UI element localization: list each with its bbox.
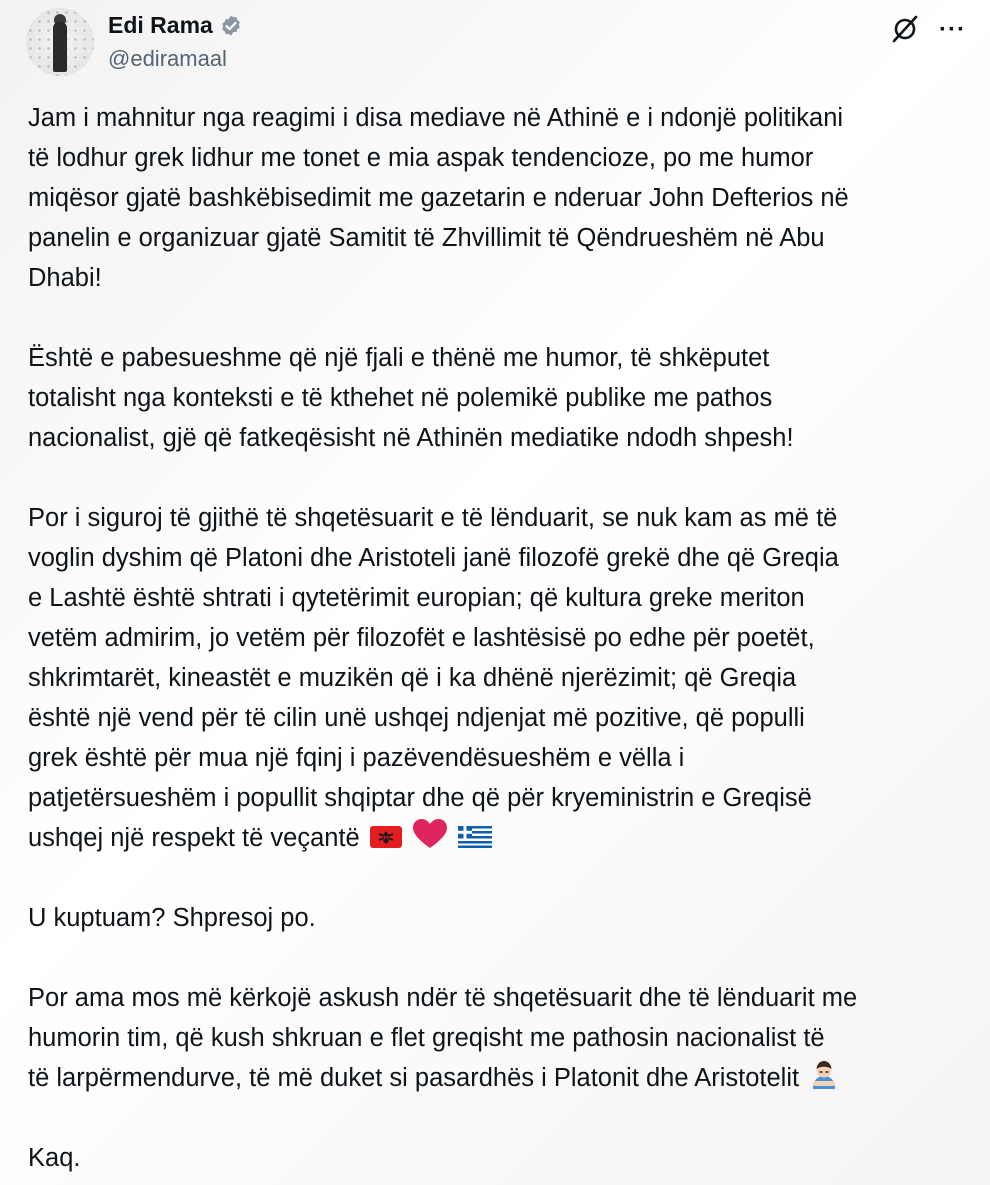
text-line: vetëm admirim, jo vetëm për filozofët e lashtësisë po edhe për poetët, — [28, 624, 815, 652]
text-line: ushqej një respekt të veçantë — [28, 824, 360, 852]
verified-badge-icon — [219, 14, 243, 38]
paragraph-2 — [28, 338, 968, 458]
man-bowing-icon — [808, 1058, 840, 1090]
text-line: të lodhur grek lidhur me tonet e mia aspak tendencioze, po me humor — [28, 144, 814, 172]
text-line: voglin dyshim që Platoni dhe Aristoteli janë filozofë grekë dhe që Greqia — [28, 544, 839, 572]
text-line: Është e pabesueshme që një fjali e thënë me humor, të shkëputet — [28, 344, 770, 372]
text-line: Kaq. — [28, 1144, 81, 1172]
text-line: Por ama mos më kërkojë askush ndër të shqetësuarit dhe të lënduarit me — [28, 984, 858, 1012]
text-line: U kuptuam? Shpresoj po. — [28, 904, 316, 932]
text-line: patjetërsueshëm i popullit shqiptar dhe që për kryeministrin e Greqisë — [28, 784, 812, 812]
paragraph-6 — [28, 1138, 968, 1178]
more-options-icon[interactable]: ··· — [939, 16, 966, 43]
post-body — [28, 98, 968, 1178]
paragraph-4 — [28, 898, 968, 938]
text-line: grek është për mua një fqinj i pazëvendësueshëm e vëlla i — [28, 744, 685, 772]
text-line: miqësor gjatë bashkëbisedimit me gazetarin e nderuar John Defterios në — [28, 184, 849, 212]
albania-flag-icon — [369, 824, 403, 850]
avatar-figure — [53, 22, 67, 72]
text-line: të larpërmendurve, të më duket si pasardhës i Platonit dhe Aristotelit — [28, 1064, 800, 1092]
text-line: e Lashtë është shtrati i qytetërimit europian; që kultura greke meriton — [28, 584, 805, 612]
author-display-name[interactable]: Edi Rama — [108, 12, 213, 38]
paragraph-3 — [28, 498, 968, 858]
text-line: është një vend për të cilin unë ushqej ndjenjat më pozitive, që populli — [28, 704, 805, 732]
author-handle[interactable]: @ediramaal — [108, 46, 227, 71]
text-line-with-emojis — [28, 818, 968, 858]
paragraph-5 — [28, 978, 968, 1098]
post-header — [26, 8, 966, 78]
text-line-with-emoji — [28, 1058, 968, 1098]
text-line: panelin e organizuar gjatë Samitit të Zhvillimit të Qëndrueshëm në Abu — [28, 224, 825, 252]
name-row — [108, 12, 243, 39]
text-line: humorin tim, që kush shkruan e flet greqisht me pathosin nacionalist të — [28, 1024, 825, 1052]
paragraph-1 — [28, 98, 968, 298]
text-line: Jam i mahnitur nga reagimi i disa mediave në Athinë e i ndonjë politikani — [28, 104, 844, 132]
text-line: Por i siguroj të gjithë të shqetësuarit e të lënduarit, se nuk kam as më të — [28, 504, 838, 532]
greece-flag-icon — [457, 824, 493, 850]
text-line: shkrimtarët, kineastët e muzikën që i ka dhënë njerëzimit; që Greqia — [28, 664, 797, 692]
text-line: totalisht nga konteksti e të kthehet në polemikë publike me pathos — [28, 384, 773, 412]
grok-icon[interactable] — [890, 14, 920, 44]
avatar[interactable] — [26, 8, 94, 76]
text-line: nacionalist, gjë që fatkeqësisht në Athinën mediatike ndodh shpesh! — [28, 424, 794, 452]
text-line: Dhabi! — [28, 264, 102, 292]
red-heart-icon — [412, 818, 448, 850]
